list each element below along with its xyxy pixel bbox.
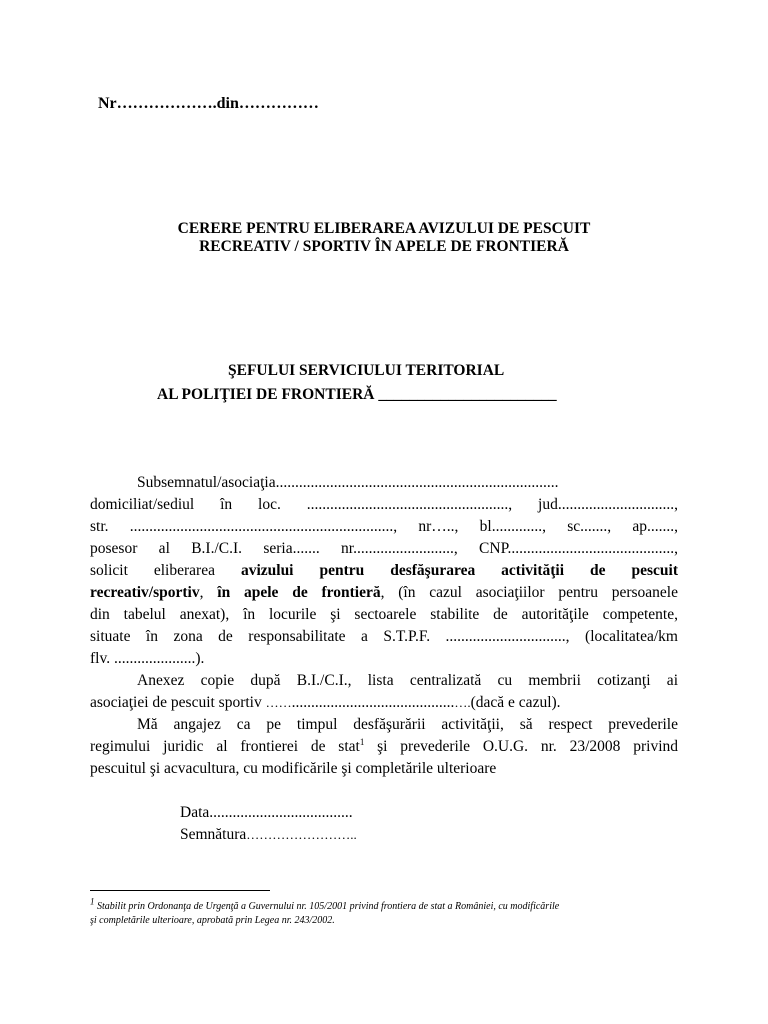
- signature-dots: ……………………..: [246, 827, 357, 842]
- body-text: solicit eliberarea: [90, 562, 241, 579]
- document-title-line-1: CERERE PENTRU ELIBERAREA AVIZULUI DE PESCUIT: [177, 220, 591, 237]
- body-text: şi prevederile O.U.G. nr. 23/2008 privind: [364, 738, 678, 755]
- footnote-text: Stabilit prin Ordonanţa de Urgenţă a Guvernului nr. 105/2001 privind frontiera de stat a României, cu modificările: [94, 901, 560, 912]
- registration-number-line: Nr……………….din……………: [98, 95, 319, 112]
- body-bold-text: avizului pentru desfăşurarea activităţii de pescuit: [240, 562, 678, 579]
- body-line-regime: [90, 736, 678, 758]
- addressee-line-1: ŞEFULUI SERVICIULUI TERITORIAL: [228, 362, 505, 379]
- body-text: asociaţiei de pescuit sportiv: [90, 694, 266, 711]
- body-line-locations: din tabelul anexat), în locurile şi sectoarele stabilite de autorităţile competente,: [90, 606, 678, 623]
- body-line-association: [90, 692, 678, 714]
- body-line-street: str. ...................................................................., nr….., bl............., sc......., ap.......,: [90, 518, 678, 535]
- body-line-commitment: Mă angajez ca pe timpul desfăşurării activităţii, să respect prevederile: [137, 716, 678, 733]
- footnote-line-1: [90, 896, 690, 914]
- footnote-separator: [90, 890, 270, 891]
- body-text: regimului juridic al frontierei de stat: [90, 738, 360, 755]
- footnote-marker: 1: [90, 896, 95, 907]
- body-bold-text: recreativ/sportiv: [90, 584, 200, 601]
- signature-label: Semnătura: [180, 826, 247, 843]
- body-line-applicant: Subsemnatul/asociaţia.........................................................................: [137, 474, 559, 491]
- body-line-zone: situate în zona de responsabilitate a S.T.P.F. ..............................., (localitatea/km: [90, 628, 678, 645]
- body-dots: ..........................................: [291, 694, 455, 711]
- body-text: (dacă e cazul).: [470, 694, 561, 711]
- body-line-type: [90, 582, 678, 604]
- body-dots: ……: [265, 695, 292, 710]
- body-dots: ….: [454, 695, 471, 710]
- signature-field: [180, 826, 357, 844]
- body-text: ,: [199, 584, 218, 601]
- date-field: Data.....................................: [180, 804, 353, 821]
- body-line-fishing: pescuitul şi acvacultura, cu modificările şi completările ulterioare: [90, 760, 497, 777]
- addressee-line-2: AL POLIŢIEI DE FRONTIERĂ _______________________: [157, 386, 557, 403]
- body-text: , (în cazul asociaţiilor pentru persoanele: [380, 584, 678, 601]
- document-title-line-2: RECREATIV / SPORTIV ÎN APELE DE FRONTIERĂ: [199, 238, 569, 255]
- body-line-annex: Anexez copie după B.I./C.I., lista centralizată cu membrii cotizanţi ai: [137, 672, 678, 689]
- body-line-request: [90, 560, 678, 582]
- body-line-flv: flv. .....................).: [90, 650, 205, 667]
- body-bold-text: în apele de frontieră: [217, 584, 381, 601]
- footnote-reference: 1: [359, 736, 365, 747]
- body-line-domicile: domiciliat/sediul în loc. ...................................................., jud..............................,: [90, 496, 678, 513]
- body-line-id: posesor al B.I./C.I. seria....... nr.........................., CNP...........................................,: [90, 540, 678, 557]
- footnote-line-2: şi completările ulterioare, aprobată prin Legea nr. 243/2002.: [90, 915, 335, 926]
